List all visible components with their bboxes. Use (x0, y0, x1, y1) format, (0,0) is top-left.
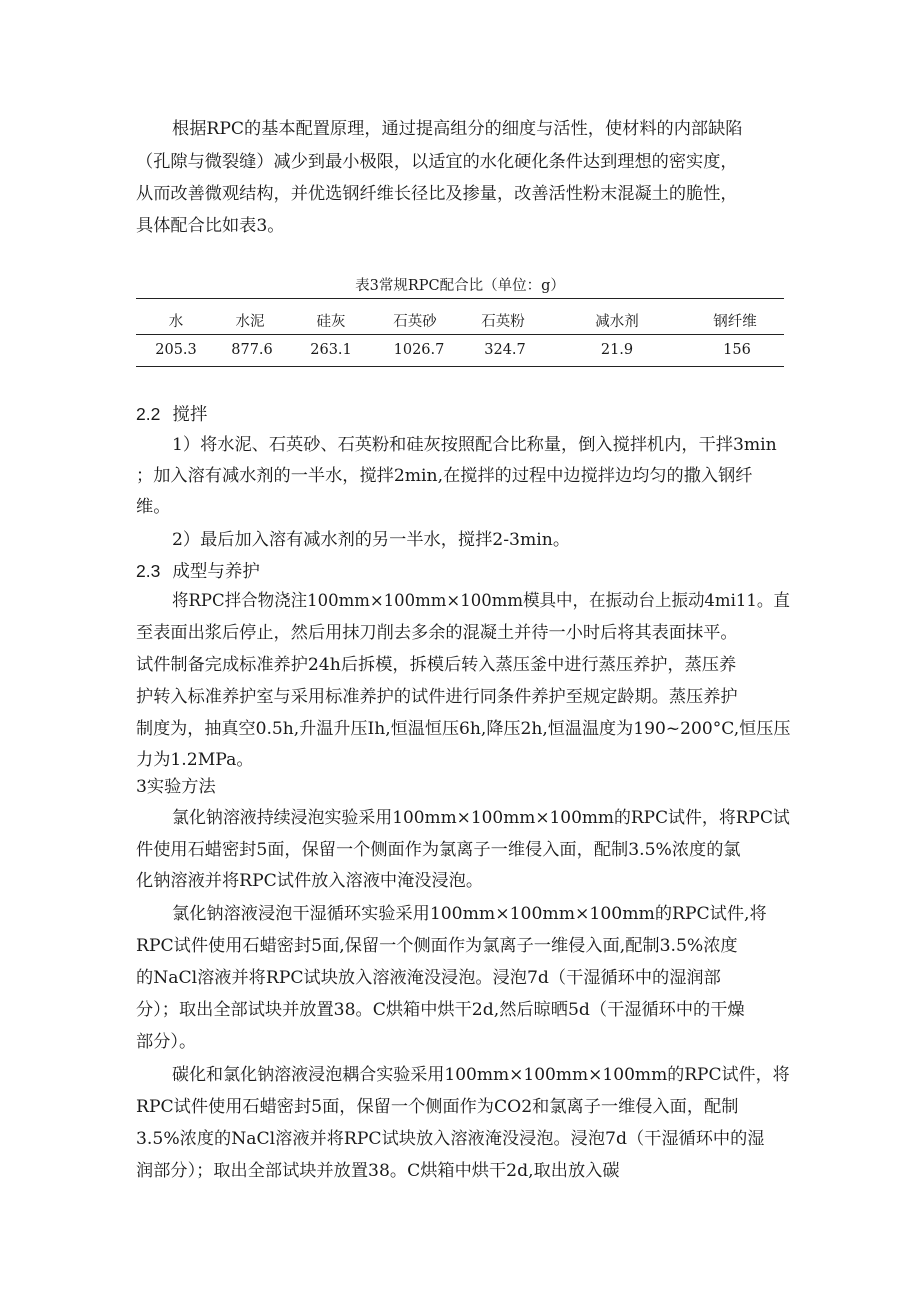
section-3-para-c-line: 碳化和氯化钠溶液浸泡耦合实验采用100mm×100mm×100mm的RPC试件，将 (172, 1065, 790, 1085)
section-2-3-line: 力为1.2MPa。 (136, 750, 254, 770)
section-heading-3: 3实验方法 (136, 777, 216, 797)
table-value-cell: 263.1 (310, 342, 352, 358)
section-2-2-line: 维。 (136, 497, 171, 517)
section-2-3-line: 至表面出浆后停止，然后用抹刀削去多余的混凝土并待一小时后将其表面抹平。 (136, 623, 738, 643)
table-top-rule (136, 298, 784, 299)
table-header-cell: 钢纤维 (713, 314, 757, 330)
table-value-cell: 21.9 (600, 342, 634, 358)
section-2-3-line: 将RPC拌合物浇注100mm×100mm×100mm模具中，在振动台上振动4mi11。直 (172, 591, 790, 611)
section-3-para-b-line: RPC试件使用石蜡密封5面,保留一个侧面作为氯离子一维侵入面,配制3.5%浓度 (136, 936, 738, 956)
table-value-cell: 1026.7 (393, 342, 445, 358)
table-header-cell: 硅灰 (316, 314, 346, 330)
table-value-cell: 324.7 (484, 342, 526, 358)
section-3-para-a-line: 化钠溶液并将RPC试件放入溶液中淹没浸泡。 (136, 871, 484, 891)
section-3-para-b-line: 分）；取出全部试块并放置38。C烘箱中烘干2d,然后晾晒5d（干湿循环中的干燥 (136, 1000, 745, 1020)
section-3-para-c-line: 润部分）；取出全部试块并放置38。C烘箱中烘干2d,取出放入碳 (136, 1161, 620, 1181)
section-number: 2.3 (136, 561, 161, 581)
table-caption: 表3常规RPC配合比（单位：g） (355, 278, 565, 294)
intro-line: 从而改善微观结构，并优选钢纤维长径比及掺量，改善活性粉末混凝土的脆性， (136, 184, 738, 204)
section-2-3-line: 试件制备完成标准养护24h后拆模，拆模后转入蒸压釜中进行蒸压养护，蒸压养 (136, 655, 737, 675)
intro-line: （孔隙与微裂缝）减少到最小极限，以适宜的水化硬化条件达到理想的密实度， (136, 152, 738, 172)
table-header-cell: 水泥 (235, 314, 265, 330)
section-2-3-line: 制度为，抽真空0.5h,升温升压Ih,恒温恒压6h,降压2h,恒温温度为190~200°C,恒压压 (136, 719, 791, 739)
section-2-2-line: 2）最后加入溶有减水剂的另一半水，搅拌2-3min。 (172, 530, 571, 550)
section-3-para-c-line: 3.5%浓度的NaCl溶液并将RPC试块放入溶液淹没浸泡。浸泡7d（干湿循环中的湿 (136, 1129, 765, 1149)
table-bottom-rule (136, 366, 784, 367)
table-value-cell: 156 (723, 342, 751, 358)
table-header-cell: 减水剂 (595, 314, 639, 330)
section-2-3-line: 护转入标准养护室与采用标准养护的试件进行同条件养护至规定龄期。蒸压养护 (136, 687, 738, 707)
section-title: 搅拌 (172, 405, 208, 425)
section-heading-2-3 (136, 559, 260, 584)
section-heading-2-2 (136, 402, 207, 427)
intro-line: 根据RPC的基本配置原理，通过提高组分的细度与活性，使材料的内部缺陷 (172, 119, 743, 139)
section-3-para-a-line: 件使用石蜡密封5面，保留一个侧面作为氯离子一维侵入面，配制3.5%浓度的氯 (136, 840, 741, 860)
section-2-2-line: 1）将水泥、石英砂、石英粉和硅灰按照配合比称量，倒入搅拌机内，干拌3min (172, 435, 777, 455)
table-header-cell: 水 (168, 314, 184, 330)
section-3-para-a-line: 氯化钠溶液持续浸泡实验采用100mm×100mm×100mm的RPC试件，将RPC试 (172, 808, 790, 828)
section-3-para-c-line: RPC试件使用石蜡密封5面，保留一个侧面作为CO2和氯离子一维侵入面，配制 (136, 1097, 739, 1117)
table-header-cell: 石英砂 (393, 314, 437, 330)
section-title: 成型与养护 (172, 562, 260, 582)
table-value-cell: 205.3 (155, 342, 197, 358)
intro-line: 具体配合比如表3。 (136, 216, 285, 236)
table-header-cell: 石英粉 (481, 314, 525, 330)
section-3-para-b-line: 氯化钠溶液浸泡干湿循环实验采用100mm×100mm×100mm的RPC试件,将 (172, 904, 767, 924)
section-3-para-b-line: 部分）。 (136, 1032, 197, 1052)
table-value-cell: 877.6 (231, 342, 273, 358)
section-number: 2.2 (136, 404, 161, 424)
table-mid-rule (136, 334, 784, 335)
section-2-2-line: ；加入溶有减水剂的一半水，搅拌2min,在搅拌的过程中边搅拌边均匀的撒入钢纤 (136, 466, 753, 486)
section-3-para-b-line: 的NaCl溶液并将RPC试块放入溶液淹没浸泡。浸泡7d（干湿循环中的湿润部 (136, 968, 721, 988)
